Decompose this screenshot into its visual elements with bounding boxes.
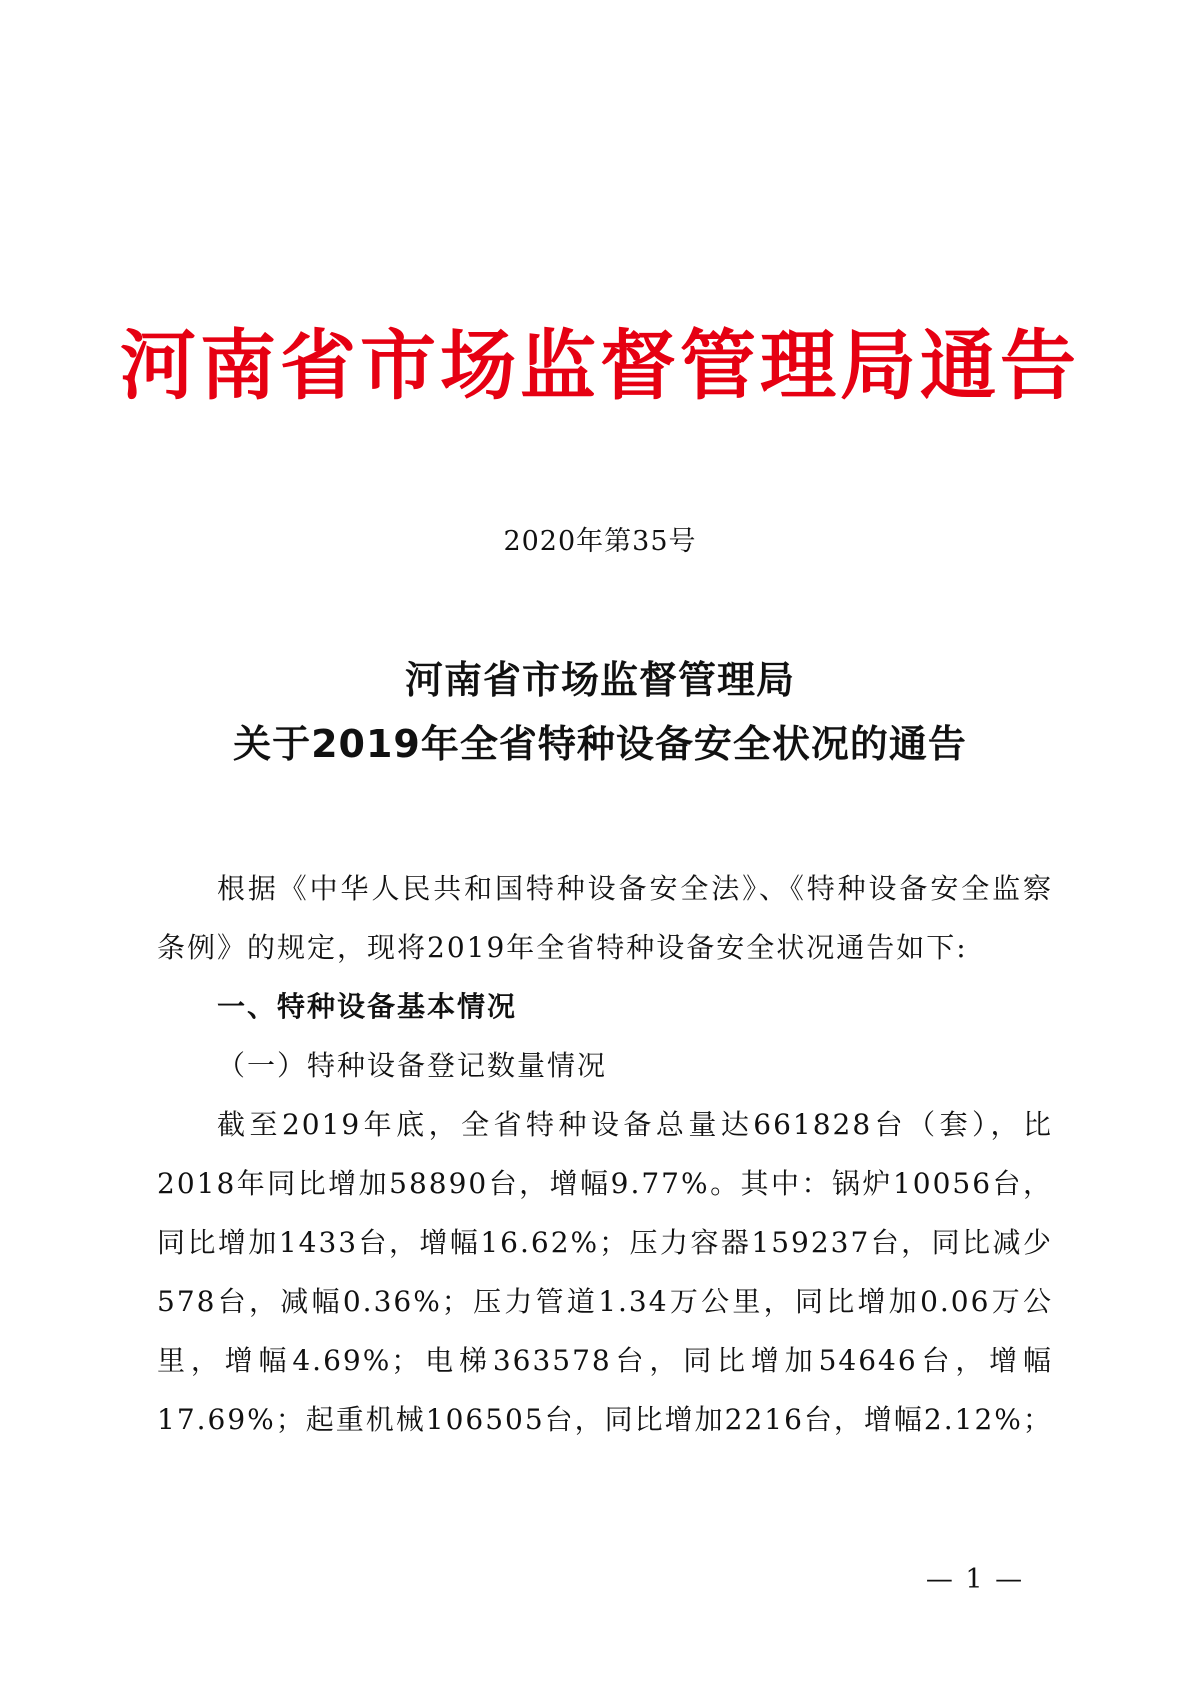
subsection-heading: （一）特种设备登记数量情况 (217, 1049, 608, 1082)
document-title-line-1: 河南省市场监督管理局 (404, 658, 795, 702)
section-heading: 一、特种设备基本情况 (217, 990, 518, 1023)
document-title-line-2: 关于2019年全省特种设备安全状况的通告 (233, 722, 967, 766)
document-number: 2020年第35号 (503, 526, 697, 557)
page-number: — 1 — (925, 1564, 1025, 1595)
document-title (0, 648, 1200, 776)
intro-paragraph: 根据《中华人民共和国特种设备安全法》、《特种设备安全监察条例》的规定，现将2019年全省特种设备安全状况通告如下: (157, 872, 1053, 964)
statistics-paragraph: 截至2019年底，全省特种设备总量达661828台（套），比2018年同比增加58890台，增幅9.77%。其中：锅炉10056台，同比增加1433台，增幅16.62%；压力容器159237台，同比减少578台，减幅0.36%；压力管道1.34万公里，同比增加0.06万公里，增幅4.69%；电梯363578台，同比增加54646台，增幅17.69%；起重机械106505台，同比增加2216台，增幅2.12%； (157, 1108, 1053, 1436)
masthead-title: 河南省市场监督管理局通告 (120, 321, 1080, 410)
document-body (157, 859, 1053, 1449)
